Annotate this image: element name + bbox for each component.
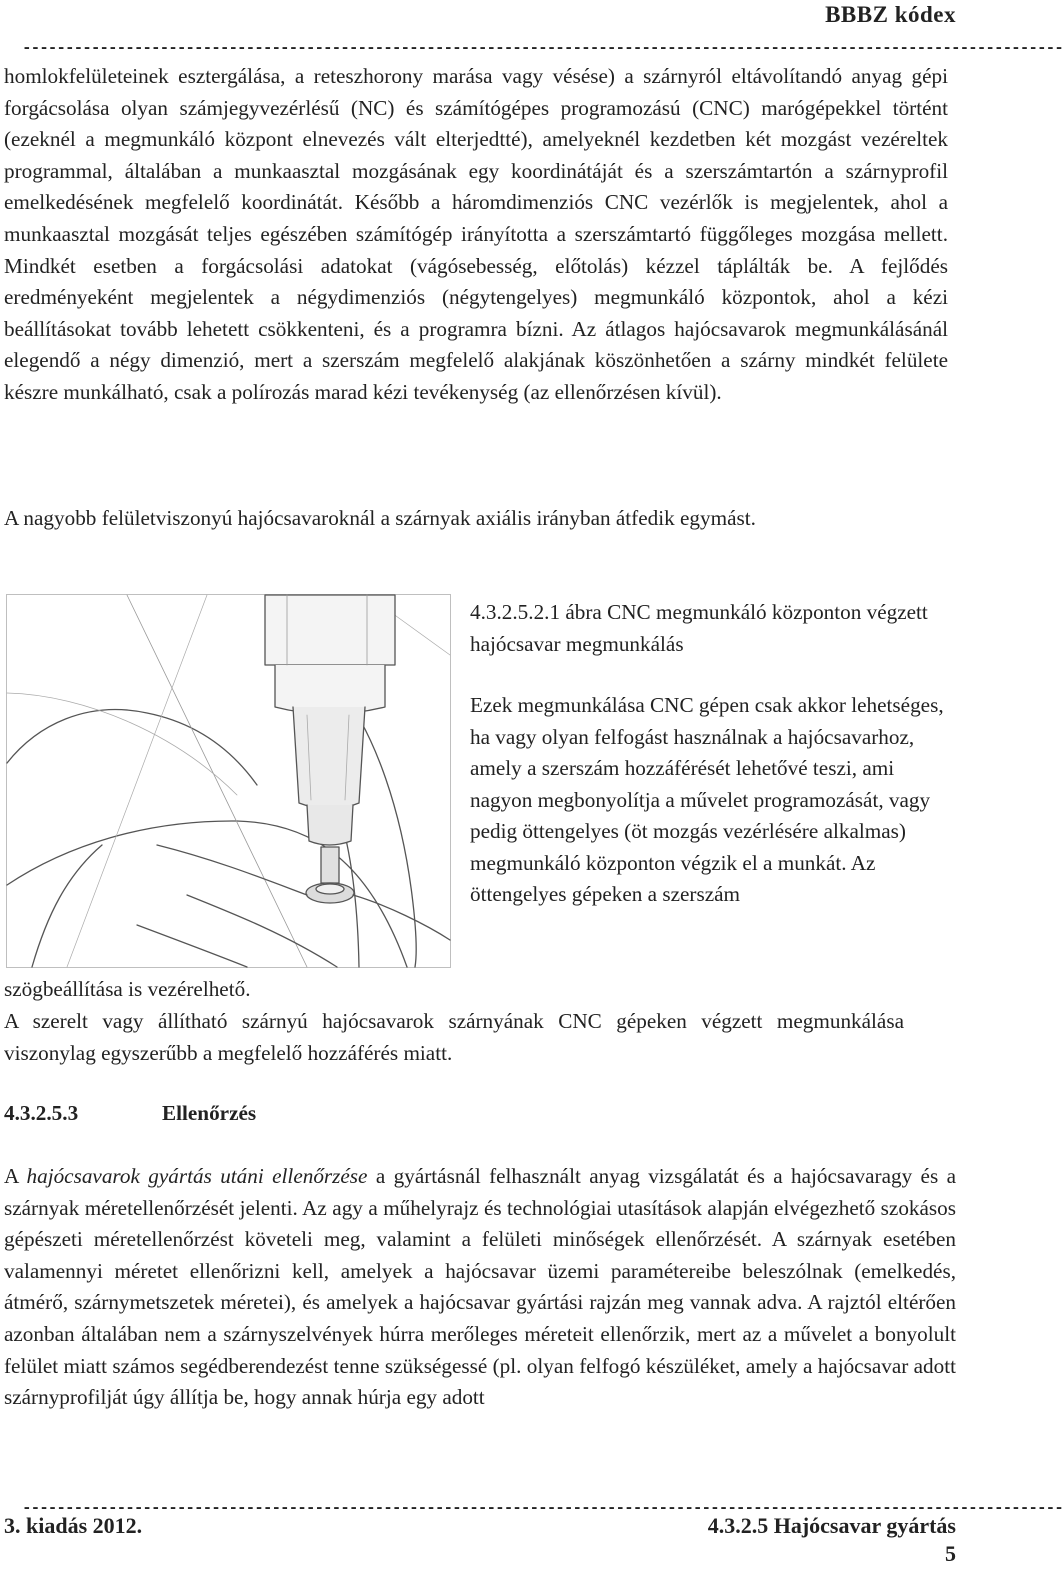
footer-chapter: 4.3.2.5 Hajócsavar gyártás [707, 1513, 956, 1538]
tool-shank [321, 847, 339, 883]
inspection-lead: A [4, 1164, 27, 1188]
spindle-housing [265, 595, 395, 665]
footer-edition: 3. kiadás 2012. [4, 1513, 143, 1538]
paragraph-blade-access: Ezek megmunkálása CNC gépen csak akkor lehetséges, ha vagy olyan felfogást használnak a hajócsavarhoz, amely a szerszám hozzáférését lehetővé teszi, ami nagyon megbonyolítja a művelet programozását, vagy pedig öttengelyes (öt mozgás vezérlésére alkalmas) megmunkáló központon végzik el a munkát. Az öttengelyes gépeken a szerszám [470, 693, 944, 906]
paragraph-blade-access-continued: szögbeállítása is vezérelhető. [4, 977, 251, 1001]
inspection-text: a gyártásnál felhasznált anyag vizsgálatát és a hajócsavaragy és a szárnyak méretellenőrzését jelenti. Az agy a műhelyrajz és technológiai utasítások alapján elvégezhető szokásos gépészeti méretellenőrzést követeli meg, valamint a felületi minőségek ellenőrzését. A szárnyak esetében valamennyi méretet ellenőrizni kell, amelyek a hajócsavar üzemi paramétereibe beleszólnak (emelkedés, átmérő, szárnymetszetek méretei), és amelyek a hajócsavar gyártási rajzán meg vannak adva. A rajztól eltérően azonban általában nem a szárnyszelvények húrra merőleges méreteit ellenőrzik, mert az a művelet a bonyolult felület miatt számos segédberendezést tenne szükségessé (pl. olyan felfogó készüléket, amely a hajócsavar adott szárnyprofilját úgy állítja be, hogy annak húrja egy adott [4, 1164, 956, 1410]
header-code: BBBZ kódex [825, 2, 956, 27]
header-rule: ------------------------------------------------------------------------------------------------------------------------- [22, 39, 1063, 57]
page-number: 5 [945, 1541, 956, 1566]
figure-caption: 4.3.2.5.2.1 ábra CNC megmunkáló központon végzett hajócsavar megmunkálás [470, 600, 928, 656]
section-number: 4.3.2.5.3 [4, 1101, 79, 1125]
paragraph-cnc-history: homlokfelületeinek esztergálása, a reteszhorony marása vagy vésése) a szárnyról eltávolítandó anyag gépi forgácsolása olyan számjegyvezérlésű (NC) és számítógépes programozású (CNC) marógépekkel történt (ezeknél a megmunkáló központ elnevezés vált elterjedtté), amelyeknél kezdetben két mozgást vezéreltek programmal, általában a munkaasztal mozgásának egy koordinátáját és a szerszámtartón a szárnyprofil emelkedésének megfelelő koordinátát. Később a háromdimenziós CNC vezérlők is megjelentek, ahol a munkaasztal mozgását teljes egészében számítógép irányította a szerszámtartó függőleges mozgása mellett. Mindkét esetben a forgácsolási adatokat (vágósebesség, előtolás) kézzel táplálták be. A fejlődés eredményeként megjelentek a négydimenziós (négytengelyes) megmunkáló központok, ahol a kézi beállításokat tovább lehetett csökkenteni, és a programra bízni. Az átlagos hajócsavarok megmunkálásánál elegendő a négy dimenzió, mert a szerszám megfelelő alakjának köszönhetően a szárny mindkét felülete készre munkálható, csak a polírozás marad kézi tevékenység (az ellenőrzésen kívül). [4, 64, 948, 404]
section-title: Ellenőrzés [162, 1101, 257, 1125]
paragraph-overlap: A nagyobb felületviszonyú hajócsavaroknál a szárnyak axiális irányban átfedik egymást. [4, 506, 756, 530]
cnc-machining-illustration [7, 595, 450, 967]
paragraph-adjustable-blades: A szerelt vagy állítható szárnyú hajócsavarok szárnyának CNC gépeken végzett megmunkálása viszonylag egyszerűbb a megfelelő hozzáférés miatt. [4, 1009, 904, 1065]
spindle-nose [293, 707, 365, 809]
figure-cnc-machining [6, 594, 451, 968]
propeller-blade-outline [7, 710, 257, 785]
inspection-term: hajócsavarok gyártás utáni ellenőrzése [26, 1164, 368, 1188]
footer-rule: ------------------------------------------------------------------------------------------------------------------------- [22, 1499, 1063, 1517]
paragraph-inspection [4, 1161, 956, 1414]
tool-holder [307, 805, 353, 845]
